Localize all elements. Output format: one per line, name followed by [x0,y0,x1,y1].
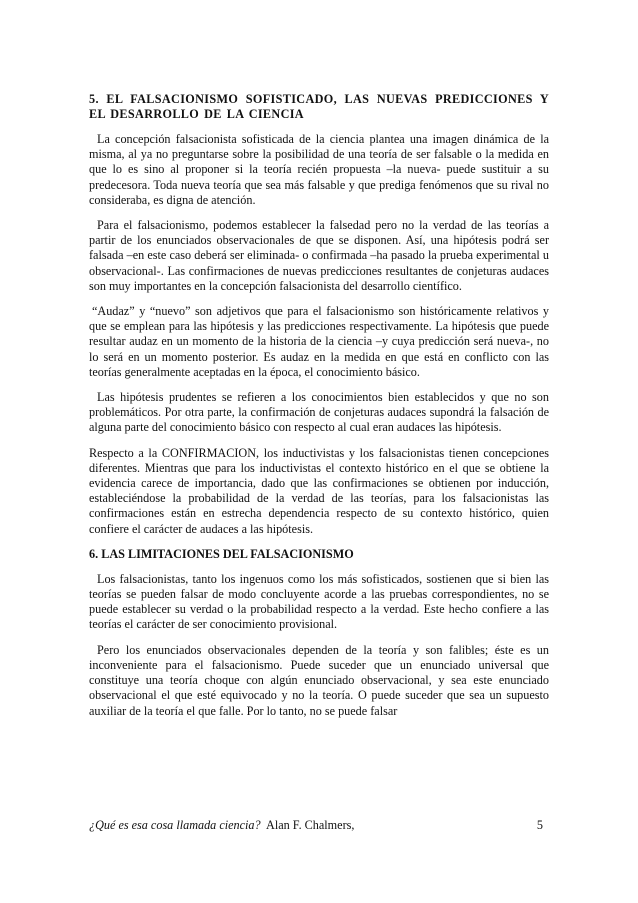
footer-author: Alan F. Chalmers, [266,818,355,832]
page-footer [89,818,549,833]
document-page [89,92,549,719]
footer-book-title: ¿Qué es esa cosa llamada ciencia? [89,818,261,832]
section-5-paragraph-1: La concepción falsacionista sofisticada de la ciencia plantea una imagen dinámica de la misma, al ya no preguntarse sobre la posibilidad de una teoría de ser falsable o la medida en que lo es sino al proponer si la teoría recién propuesta –la nueva- puede sustituir a su predecesora. Toda nueva teoría que sea más falsable y que prediga fenómenos que su rival no consideraba, es digna de atención. [89,132,549,207]
section-5-heading: 5. EL FALSACIONISMO SOFISTICADO, LAS NUEVAS PREDICCIONES Y EL DESARROLLO DE LA CIENCIA [89,92,549,121]
section-6-paragraph-1: Los falsacionistas, tanto los ingenuos como los más sofisticados, sostienen que si bien las teorías se pueden falsar de modo concluyente acorde a las pruebas correspondientes, no se puede establecer su verdad o la probabilidad respecto a la verdad. Este hecho confiere a las teorías el carácter de ser conocimiento provisional. [89,571,549,632]
section-6-heading: 6. LAS LIMITACIONES DEL FALSACIONISMO [89,546,354,561]
section-5-paragraph-3: “Audaz” y “nuevo” son adjetivos que para el falsacionismo son históricamente relativos y que se emplean para las hipótesis y las predicciones respectivamente. La hipótesis que puede resultar audaz en un momento de la historia de la ciencia –y cuya predicción será nueva-, no lo será en un momento posterior. Es audaz en la medida en que está en conflicto con las teorías generalmente aceptadas en la época, el conocimiento básico. [89,304,549,379]
page-number: 5 [536,818,543,832]
section-6-paragraph-2: Pero los enunciados observacionales dependen de la teoría y son falibles; éste es un inconveniente para el falsacionismo. Puede suceder que un enunciado universal que constituye una teoría choque con algún enunciado observacional, y sea este enunciado observacional el que esté equivocado y no la teoría. O puede suceder que sea un supuesto auxiliar de la teoría el que falle. Por lo tanto, no se puede falsar [89,642,549,718]
section-5-paragraph-4: Las hipótesis prudentes se refieren a los conocimientos bien establecidos y que no son problemáticos. Por otra parte, la confirmación de conjeturas audaces supondrá la falsación de alguna parte del conocimiento básico con respecto al cual eran audaces las hipótesis. [89,390,549,435]
section-5-paragraph-2: Para el falsacionismo, podemos establecer la falsedad pero no la verdad de las teorías a partir de los enunciados observacionales de que se disponen. Así, una hipótesis podrá ser falsada –en este caso deberá ser eliminada- o confirmada –ha pasado la prueba experimental u observacional-. Las confirmaciones de nuevas predicciones resultantes de conjeturas audaces son muy importantes en la concepción falsacionista del desarrollo científico. [89,218,549,293]
section-5-paragraph-5: Respecto a la CONFIRMACION, los inductivistas y los falsacionistas tienen concepciones diferentes. Mientras que para los inductivistas el contexto histórico en el que se obtiene la evidencia carece de importancia, dado que las confirmaciones se obtienen por inducción, estableciéndose la probabilidad de la verdad de las teorías, para los falsacionistas las confirmaciones están en estrecha dependencia respecto de su contexto histórico, quien confiere el carácter de audaces a las hipótesis. [89,445,549,536]
